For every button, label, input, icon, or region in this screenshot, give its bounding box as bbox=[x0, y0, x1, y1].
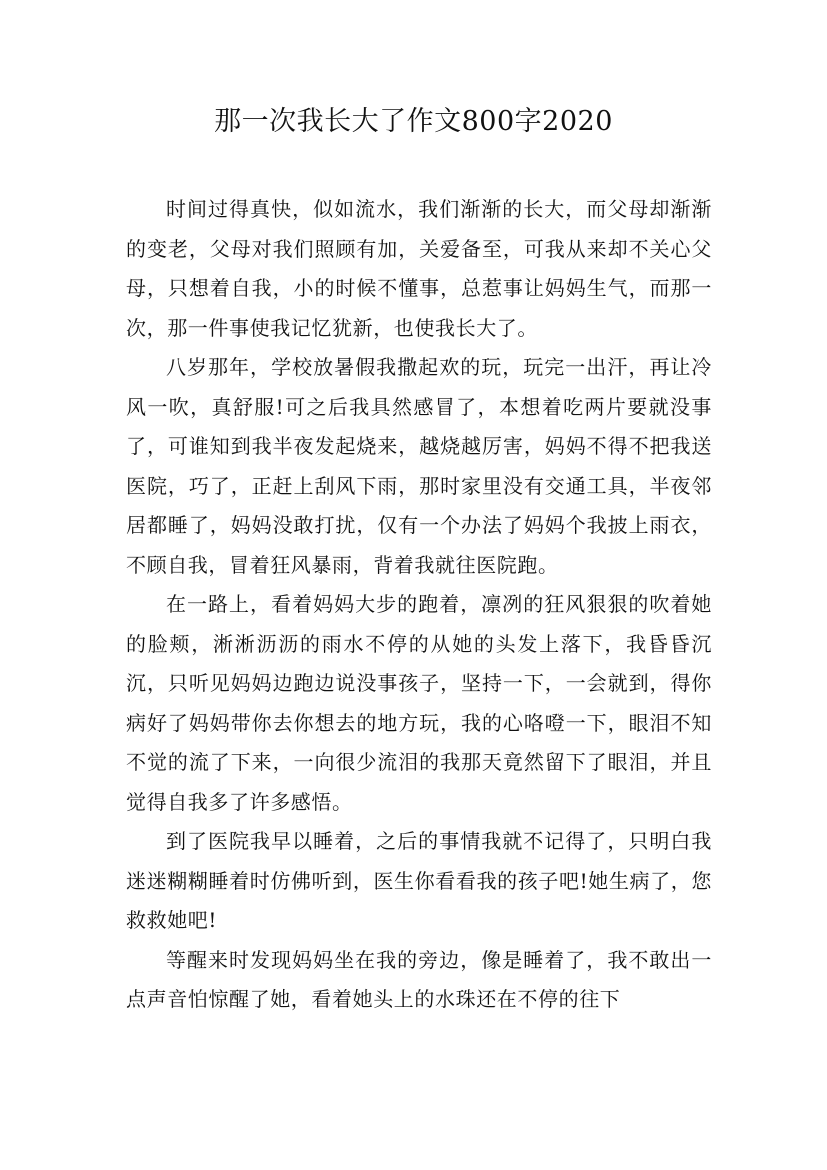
paragraph: 等醒来时发现妈妈坐在我的旁边，像是睡着了，我不敢出一点声音怕惊醒了她，看着她头上的水珠还在不停的往下 bbox=[126, 947, 712, 1011]
paragraph: 到了医院我早以睡着，之后的事情我就不记得了，只明白我迷迷糊糊睡着时仿佛听到，医生你看看我的孩子吧!她生病了，您救救她吧! bbox=[126, 829, 712, 932]
paragraph: 在一路上，看着妈妈大步的跑着，凛冽的狂风狠狠的吹着她的脸颊，淅淅沥沥的雨水不停的从她的头发上落下，我昏昏沉沉，只听见妈妈边跑边说没事孩子，坚持一下，一会就到，得你病好了妈妈带你去你想去的地方玩，我的心咯噔一下，眼泪不知不觉的流了下来，一向很少流泪的我那天竟然留下了眼泪，并且觉得自我多了许多感悟。 bbox=[126, 592, 712, 814]
paragraph: 时间过得真快，似如流水，我们渐渐的长大，而父母却渐渐的变老，父母对我们照顾有加，关爱备至，可我从来却不关心父母，只想着自我，小的时候不懂事，总惹事让妈妈生气，而那一次，那一件事使我记忆犹新，也使我长大了。 bbox=[126, 197, 712, 340]
paragraph: 八岁那年，学校放暑假我撒起欢的玩，玩完一出汗，再让冷风一吹，真舒服!可之后我具然感冒了，本想着吃两片要就没事了，可谁知到我半夜发起烧来，越烧越厉害，妈妈不得不把我送医院，巧了，正赶上刮风下雨，那时家里没有交通工具，半夜邻居都睡了，妈妈没敢打扰，仅有一个办法了妈妈个我披上雨衣，不顾自我，冒着狂风暴雨，背着我就往医院跑。 bbox=[126, 355, 712, 577]
document-body bbox=[126, 190, 712, 1020]
document-title: 那一次我长大了作文800字2020 bbox=[214, 106, 613, 137]
